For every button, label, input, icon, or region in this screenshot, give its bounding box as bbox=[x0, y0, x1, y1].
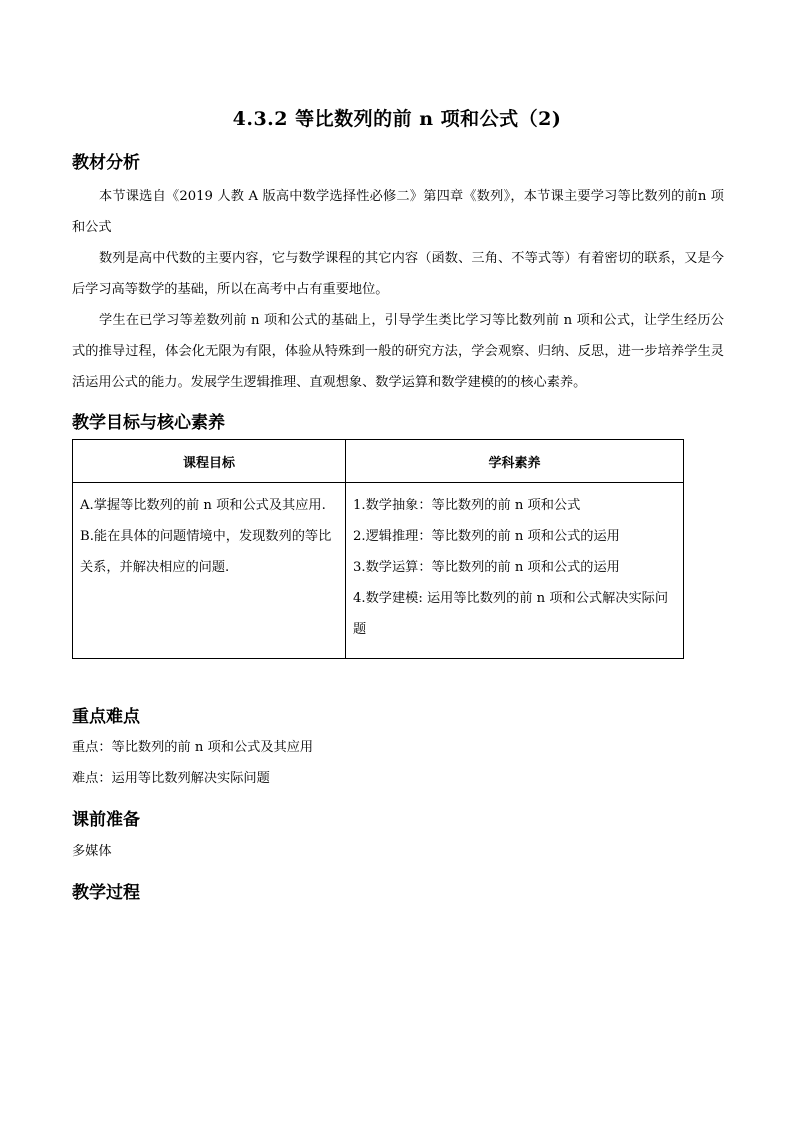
heading-preparation: 课前准备 bbox=[72, 810, 140, 830]
goals-table-header-core-literacy: 学科素养 bbox=[346, 440, 684, 483]
document-title: 4.3.2 等比数列的前 n 项和公式（2) bbox=[232, 108, 562, 130]
literacy-item-1: 1.数学抽象：等比数列的前 n 项和公式 bbox=[353, 498, 581, 513]
key-point-focus: 重点：等比数列的前 n 项和公式及其应用 bbox=[72, 740, 314, 755]
key-point-difficulty: 难点：运用等比数列解决实际问题 bbox=[72, 771, 270, 786]
goals-table-body-row bbox=[73, 483, 684, 659]
goals-table-header-course-goals: 课程目标 bbox=[73, 440, 346, 483]
analysis-paragraph-3: 学生在已学习等差数列前 n 项和公式的基础上，引导学生类比学习等比数列前 n 项和公式，让学生经历公式的推导过程，体会化无限为有限，体验从特殊到一般的研究方法，学会观察、归纳、反思，进一步培养学生灵活运用公式的能力。发展学生逻辑推理、直观想象、数学运算和数学建模的的核心素养。 bbox=[72, 313, 724, 390]
course-goal-a: A.掌握等比数列的前 n 项和公式及其应用. bbox=[80, 498, 326, 513]
heading-teaching-process: 教学过程 bbox=[72, 883, 140, 903]
heading-textbook-analysis: 教材分析 bbox=[72, 153, 140, 173]
literacy-item-4: 4.数学建模: 运用等比数列的前 n 项和公式解决实际问题 bbox=[353, 591, 669, 637]
preparation-text: 多媒体 bbox=[72, 844, 112, 859]
literacy-item-2: 2.逻辑推理：等比数列的前 n 项和公式的运用 bbox=[353, 529, 620, 544]
heading-teaching-goals: 教学目标与核心素养 bbox=[72, 413, 225, 433]
analysis-paragraph-2: 数列是高中代数的主要内容，它与数学课程的其它内容（函数、三角、不等式等）有着密切的联系，又是今后学习高等数学的基础，所以在高考中占有重要地位。 bbox=[72, 251, 724, 297]
goals-table-header-row bbox=[73, 440, 684, 483]
goals-table-course-goals-cell bbox=[73, 483, 346, 659]
goals-table bbox=[72, 439, 684, 659]
literacy-item-3: 3.数学运算：等比数列的前 n 项和公式的运用 bbox=[353, 560, 620, 575]
course-goal-b: B.能在具体的问题情境中，发现数列的等比关系，并解决相应的问题. bbox=[80, 529, 332, 575]
goals-table-core-literacy-cell bbox=[346, 483, 684, 659]
heading-key-points: 重点难点 bbox=[72, 707, 140, 727]
analysis-paragraph-1: 本节课选自《2019 人教 A 版高中数学选择性必修二》第四章《数列》，本节课主要学习等比数列的前n 项和公式 bbox=[72, 189, 724, 235]
